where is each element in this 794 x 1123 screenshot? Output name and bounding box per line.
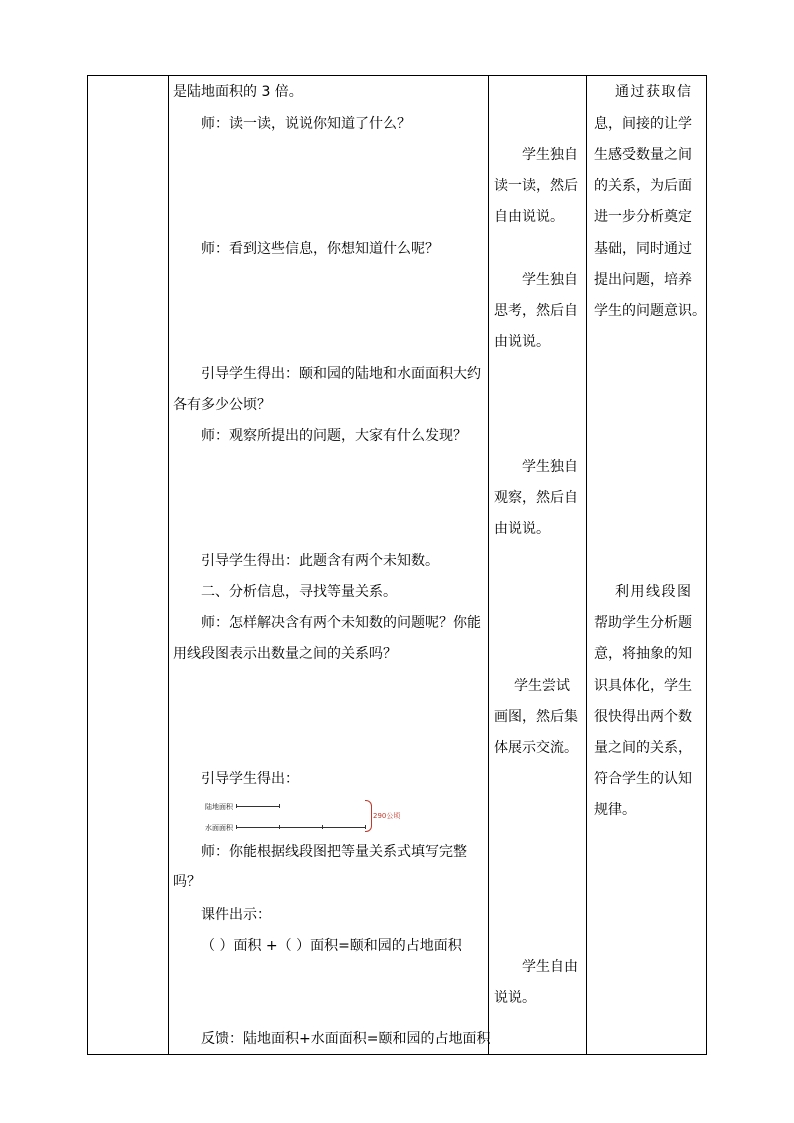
process-line: （ ）面积 +（ ）面积=颐和园的占地面积 bbox=[201, 938, 462, 954]
process-line: 课件出示： bbox=[201, 907, 271, 923]
process-line: 各有多少公顷？ bbox=[173, 397, 271, 413]
intent-line: 的关系，为后面 bbox=[594, 178, 692, 194]
land-area-label: 陆地面积 bbox=[205, 803, 233, 811]
intent-line: 规律。 bbox=[594, 802, 636, 818]
student-line: 思考，然后自 bbox=[494, 303, 578, 319]
intent-line: 提出问题，培养 bbox=[594, 272, 692, 288]
process-line: 师：读一读，说说你知道了什么？ bbox=[201, 116, 411, 132]
column-divider bbox=[168, 76, 169, 1054]
segment-tick bbox=[236, 804, 237, 808]
process-line: 吗？ bbox=[173, 874, 201, 890]
intent-line: 息，间接的让学 bbox=[594, 116, 692, 132]
process-line: 用线段图表示出数量之间的关系吗？ bbox=[173, 646, 397, 662]
process-line: 二、分析信息，寻找等量关系。 bbox=[201, 584, 397, 600]
student-line: 学生独自 bbox=[522, 272, 578, 288]
student-line: 学生自由 bbox=[522, 959, 578, 975]
segment-tick bbox=[279, 804, 280, 808]
student-line: 画图，然后集 bbox=[494, 709, 578, 725]
student-line: 说说。 bbox=[494, 990, 536, 1006]
intent-line: 帮助学生分析题 bbox=[594, 615, 692, 631]
segment-tick bbox=[279, 825, 280, 829]
student-line: 由说说。 bbox=[494, 521, 550, 537]
intent-line: 生感受数量之间 bbox=[594, 147, 692, 163]
student-line: 学生独自 bbox=[522, 459, 578, 475]
intent-line: 进一步分析奠定 bbox=[594, 209, 692, 225]
intent-line: 利用线段图 bbox=[615, 584, 693, 600]
process-line: 师：看到这些信息，你想知道什么呢？ bbox=[201, 241, 439, 257]
water-segment bbox=[236, 827, 365, 828]
process-line: 引导学生得出：颐和园的陆地和水面面积大约 bbox=[201, 366, 481, 382]
intent-line: 识具体化，学生 bbox=[594, 678, 692, 694]
process-line: 师：怎样解决含有两个未知数的问题呢？你能 bbox=[201, 615, 481, 631]
column-divider bbox=[488, 76, 489, 1054]
process-line: 引导学生得出：此题含有两个未知数。 bbox=[201, 553, 439, 569]
total-area-label: 290公顷 bbox=[373, 812, 401, 820]
student-line: 学生独自 bbox=[522, 147, 578, 163]
student-line: 自由说说。 bbox=[494, 209, 564, 225]
segment-tick bbox=[236, 825, 237, 829]
student-line: 由说说。 bbox=[494, 334, 550, 350]
process-line: 引导学生得出： bbox=[201, 771, 299, 787]
water-area-label: 水面面积 bbox=[205, 824, 233, 832]
intent-line: 量之间的关系， bbox=[594, 740, 692, 756]
segment-tick bbox=[322, 825, 323, 829]
intent-line: 通过获取信 bbox=[615, 84, 693, 100]
land-segment bbox=[236, 806, 279, 807]
intent-line: 基础，同时通过 bbox=[594, 241, 692, 257]
process-line: 反馈：陆地面积+水面面积=颐和园的占地面积 bbox=[201, 1031, 491, 1047]
student-line: 学生尝试 bbox=[514, 678, 570, 694]
intent-line: 意，将抽象的知 bbox=[594, 646, 692, 662]
student-line: 读一读，然后 bbox=[494, 178, 578, 194]
total-brace bbox=[365, 800, 372, 832]
student-line: 观察，然后自 bbox=[494, 490, 578, 506]
process-line: 是陆地面积的 3 倍。 bbox=[173, 84, 303, 100]
process-line: 师：观察所提出的问题，大家有什么发现？ bbox=[201, 428, 467, 444]
intent-line: 很快得出两个数 bbox=[594, 709, 692, 725]
student-line: 体展示交流。 bbox=[494, 740, 578, 756]
process-line: 师：你能根据线段图把等量关系式填写完整 bbox=[201, 844, 467, 860]
column-divider bbox=[586, 76, 587, 1054]
intent-line: 学生的问题意识。 bbox=[594, 303, 706, 319]
intent-line: 符合学生的认知 bbox=[594, 771, 692, 787]
